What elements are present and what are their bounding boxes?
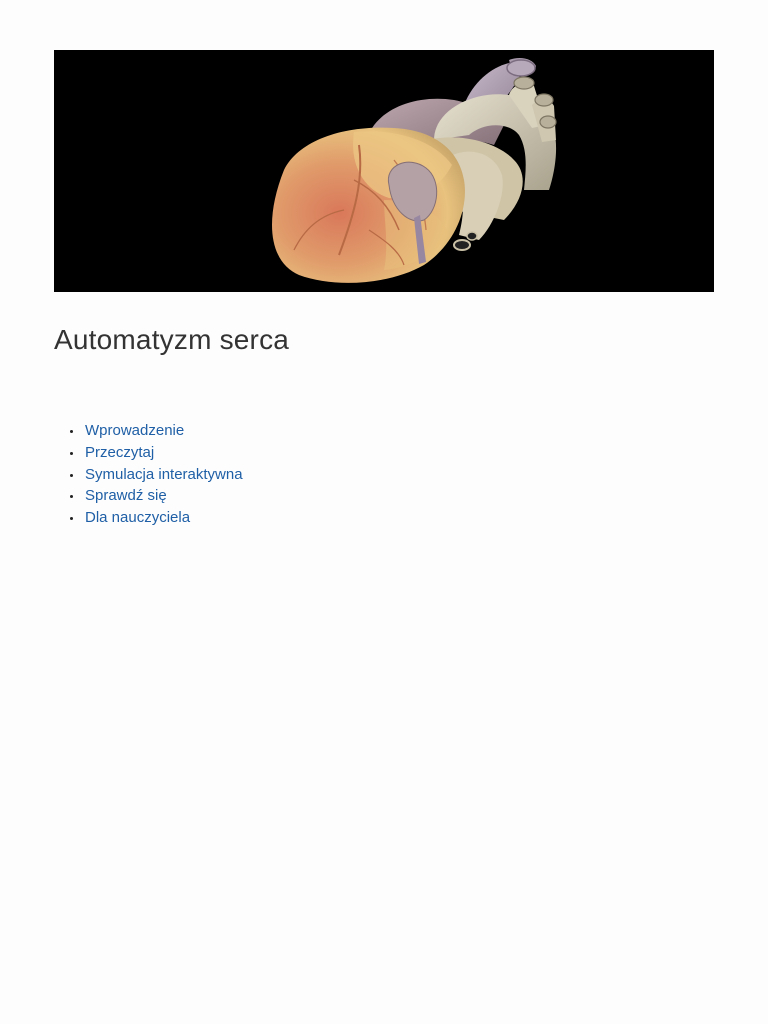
toc-link-dla-nauczyciela[interactable]: Dla nauczyciela	[85, 509, 191, 527]
list-item	[85, 485, 243, 507]
list-item	[85, 507, 243, 529]
table-of-contents	[54, 420, 243, 529]
page-title: Automatyzm serca	[54, 324, 290, 355]
heart-illustration	[54, 50, 714, 292]
list-item	[85, 420, 243, 442]
list-item	[85, 442, 243, 464]
banner-image	[54, 50, 714, 292]
toc-link-sprawdz-sie[interactable]: Sprawdź się	[85, 487, 167, 505]
toc-link-symulacja-interaktywna[interactable]: Symulacja interaktywna	[85, 465, 243, 483]
toc-link-przeczytaj[interactable]: Przeczytaj	[85, 443, 155, 461]
toc-link-wprowadzenie[interactable]: Wprowadzenie	[85, 422, 185, 439]
list-item	[85, 464, 243, 486]
